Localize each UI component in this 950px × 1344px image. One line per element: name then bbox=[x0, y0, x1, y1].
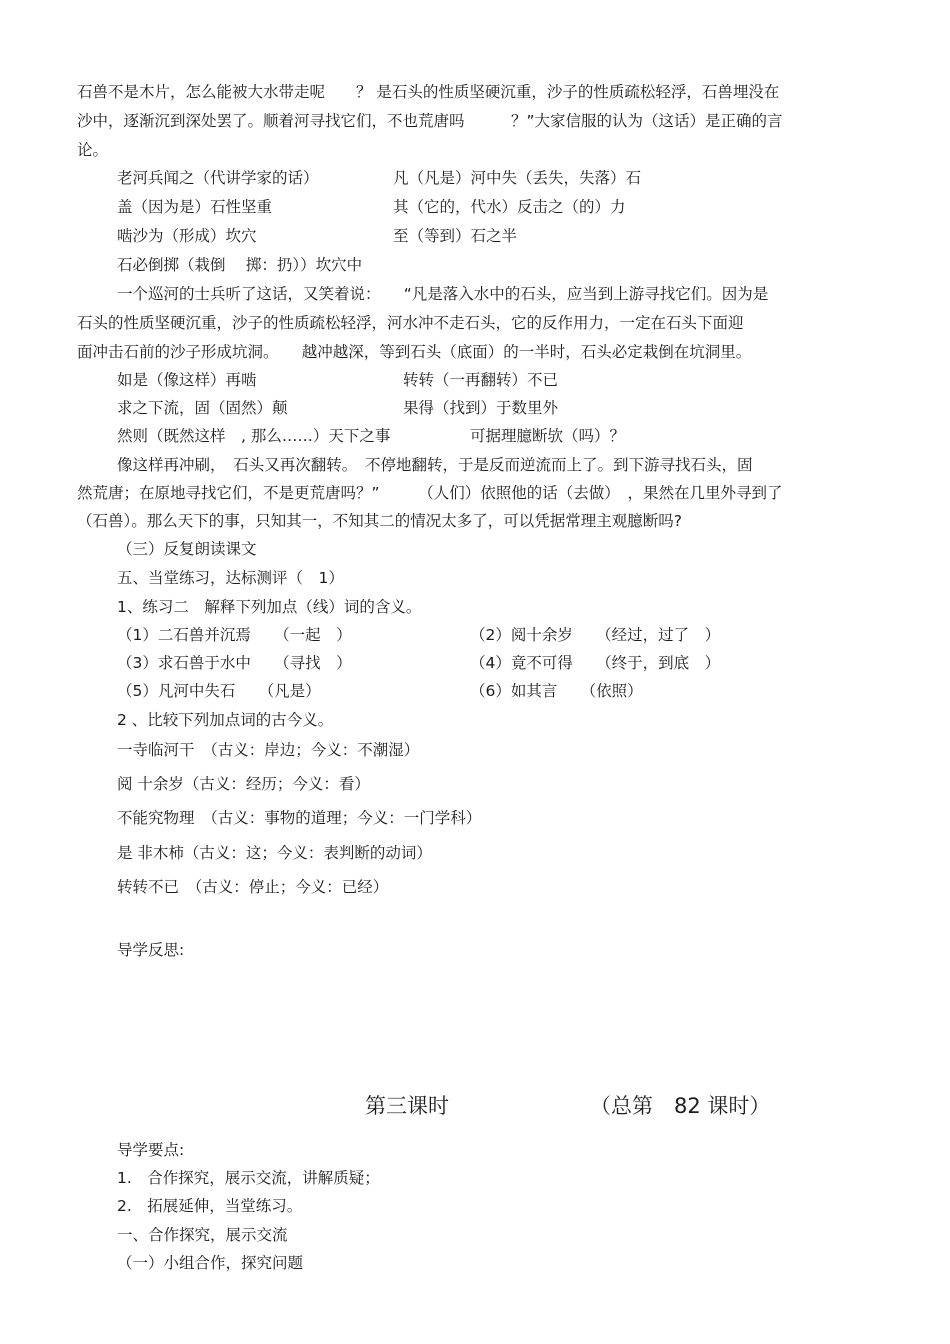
key-points-label: 导学要点: bbox=[117, 1141, 185, 1159]
glossary1-row2-left: 盖（因为是）石性坚重 bbox=[117, 198, 273, 216]
glossary1-row1-right: 凡（凡是）河中失（丢失，失落）石 bbox=[393, 169, 642, 187]
glossary1-row3-left: 啮沙为（形成）坎穴 bbox=[117, 227, 257, 245]
subsection-one-heading: （一）小组合作，探究问题 bbox=[117, 1254, 304, 1272]
glossary1-row3-right: 至（等到）石之半 bbox=[393, 227, 518, 245]
section-one-heading: 一、合作探究，展示交流 bbox=[117, 1226, 288, 1244]
exercise1-item-1: （1）二石兽并沉焉 （一起 ） bbox=[117, 626, 352, 644]
paragraph3-line1: 像这样再冲刷， 石头又再次翻转。 不停地翻转，于是反而逆流而上了。到下游寻找石头，固 bbox=[117, 456, 753, 474]
glossary1-row2-right: 其（它的，代水）反击之（的）力 bbox=[393, 198, 626, 216]
glossary2-row3-left: 然则（既然这样 , 那么……）天下之事 bbox=[117, 427, 391, 445]
lesson-title: 第三课时 bbox=[365, 1094, 449, 1118]
glossary2-row2-left: 求之下流，固（固然）颠 bbox=[117, 399, 288, 417]
paragraph2-line1: 一个巡河的士兵听了这话，又笑着说： “凡是落入水中的石头，应当到上游寻找它们。因为是 bbox=[117, 285, 769, 303]
glossary2-row2-right: 果得（找到）于数里外 bbox=[403, 399, 559, 417]
key-point-2: 2. 拓展延伸，当堂练习。 bbox=[117, 1197, 303, 1215]
glossary2-row1-left: 如是（像这样）再啮 bbox=[117, 371, 257, 389]
glossary2-row1-right: 转转（一再翻转）不已 bbox=[403, 371, 559, 389]
glossary2-row3-right: 可据理臆断欤（吗）？ bbox=[470, 427, 626, 445]
exercise1-item-3: （3）求石兽于水中 （寻找 ） bbox=[117, 654, 352, 672]
paragraph3-line3: （石兽）。那么天下的事，只知其一，不知其二的情况太多了，可以凭据常理主观臆断吗? bbox=[77, 512, 682, 530]
glossary1-row1-left: 老河兵闻之（代讲学家的话） bbox=[117, 169, 319, 187]
paragraph2-line3: 面冲击石前的沙子形成坑洞。 越冲越深，等到石头（底面）的一半时，石头必定栽倒在坑洞里。 bbox=[77, 343, 752, 361]
exercise2-title: 2 、比较下列加点词的古今义。 bbox=[117, 711, 334, 729]
paragraph2-line2: 石头的性质坚硬沉重，沙子的性质疏松轻浮，河水冲不走石头，它的反作用力，一定在石头下面迎 bbox=[77, 314, 744, 332]
exercise2-item-2: 阅 十余岁（古义：经历；今义：看） bbox=[117, 775, 370, 793]
exercise1-title: 1、练习二 解释下列加点（线）词的含义。 bbox=[117, 598, 422, 616]
section-reread: （三）反复朗读课文 bbox=[117, 540, 257, 558]
exercise2-item-4: 是 非木柿（古义：这；今义：表判断的动词） bbox=[117, 844, 432, 862]
glossary1-row4-left: 石必倒掷（栽倒 掷：扔））坎穴中 bbox=[117, 256, 363, 274]
exercise2-item-3: 不能究物理 （古义：事物的道理；今义：一门学科） bbox=[117, 809, 482, 827]
lesson-total: （总第 82 课时） bbox=[590, 1094, 771, 1118]
exercise2-item-1: 一寺临河干 （古义：岸边；今义：不潮湿） bbox=[117, 741, 420, 759]
exercise1-item-5: （5）凡河中失石 （凡是） bbox=[117, 682, 321, 700]
exercise2-item-5: 转转不已 （古义：停止；今义：已经） bbox=[117, 878, 389, 896]
exercise1-item-4: （4）竟不可得 （终于，到底 ） bbox=[470, 654, 721, 672]
paragraph1-line3: 论。 bbox=[77, 141, 109, 159]
exercise1-item-2: （2）阅十余岁 （经过，过了 ） bbox=[470, 626, 721, 644]
key-point-1: 1. 合作探究，展示交流，讲解质疑； bbox=[117, 1169, 380, 1187]
reflection-label: 导学反思: bbox=[117, 941, 185, 959]
exercise1-item-6: （6）如其言 （依照） bbox=[470, 682, 643, 700]
paragraph1-line1: 石兽不是木片，怎么能被大水带走呢 ？ 是石头的性质坚硬沉重，沙子的性质疏松轻浮，石兽埋没在 bbox=[77, 83, 780, 101]
paragraph1-line2: 沙中，逐渐沉到深处罢了。顺着河寻找它们，不也荒唐吗 ？”大家信服的认为（这话）是正确的言 bbox=[77, 112, 783, 130]
paragraph3-line2: 然荒唐；在原地寻找它们，不是更荒唐吗？” （人们）依照他的话（去做） ，果然在几里外寻到了 bbox=[77, 484, 783, 502]
section-five-heading: 五、当堂练习，达标测评（ 1） bbox=[117, 569, 344, 587]
